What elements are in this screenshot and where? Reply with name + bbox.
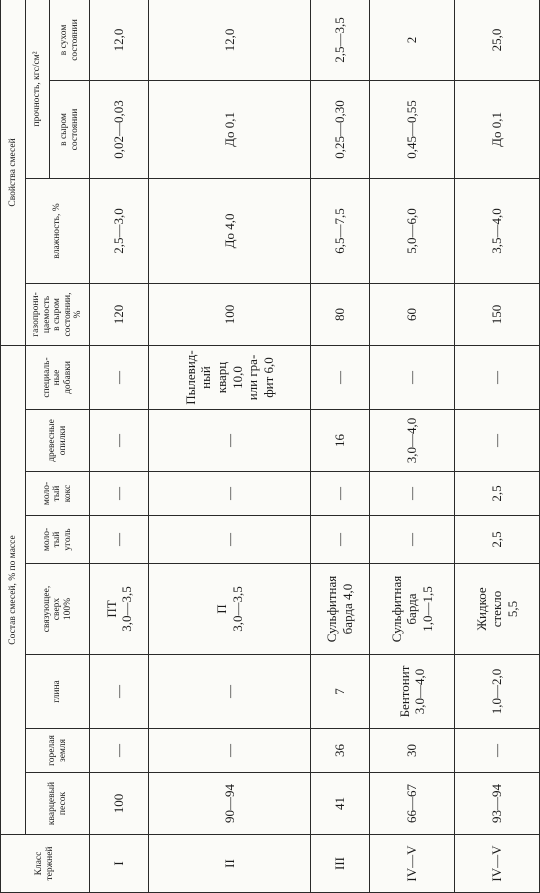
cell-moisture: До 4,0 — [149, 178, 311, 283]
table-header — [1, 0, 90, 893]
cell-gas-permeability: 100 — [149, 283, 311, 345]
header-strength-group: прочность, кгс/см² — [26, 0, 50, 178]
cell-ground-coal: — — [90, 516, 149, 564]
cell-quartz-sand: 93—94 — [455, 773, 540, 835]
cell-ground-coke: — — [90, 472, 149, 516]
cell-clay: — — [90, 655, 149, 729]
header-class: Класс тержней — [1, 835, 90, 893]
cell-strength-wet: 0,25—0,30 — [310, 80, 369, 178]
cell-strength-dry: 12,0 — [90, 0, 149, 80]
header-composition-group: Состав смесей, % по массе — [1, 345, 26, 834]
cell-moisture: 6,5—7,5 — [310, 178, 369, 283]
cell-gas-permeability: 60 — [370, 283, 455, 345]
cell-ground-coal: 2,5 — [455, 516, 540, 564]
cell-ground-coke: — — [149, 472, 311, 516]
header-sawdust: древесные опилки — [26, 410, 90, 472]
cell-binder: Жидкое стекло 5,5 — [455, 564, 540, 655]
header-ground-coke: моло- тый кокс — [26, 472, 90, 516]
cell-strength-wet: До 0,1 — [149, 80, 311, 178]
cell-ground-coke: — — [370, 472, 455, 516]
cell-ground-coke: 2,5 — [455, 472, 540, 516]
cell-special-additives: Пылевид- ный кварц 10,0 или гра- фит 6,0 — [149, 345, 311, 409]
header-gas-permeability: газопрони- цаемость в сыром состоянии, % — [26, 283, 90, 345]
header-properties-group: Свойства смесей — [1, 0, 26, 345]
cell-clay: — — [149, 655, 311, 729]
table-row — [310, 0, 369, 893]
cell-strength-dry: 2 — [370, 0, 455, 80]
cell-special-additives: — — [310, 345, 369, 409]
header-special-additives: специаль- ные добавки — [26, 345, 90, 409]
cell-clay: Бентонит 3,0—4,0 — [370, 655, 455, 729]
cell-burnt-earth: 30 — [370, 729, 455, 773]
header-strength-wet: в сыром состоянии — [50, 80, 90, 178]
cell-sawdust: — — [149, 410, 311, 472]
cell-class: II — [149, 835, 311, 893]
cell-binder: П 3,0—3,5 — [149, 564, 311, 655]
cell-burnt-earth: — — [455, 729, 540, 773]
table-row — [370, 0, 455, 893]
cell-ground-coal: — — [370, 516, 455, 564]
cell-strength-dry: 12,0 — [149, 0, 311, 80]
cell-gas-permeability: 150 — [455, 283, 540, 345]
cell-special-additives: — — [90, 345, 149, 409]
cell-moisture: 5,0—6,0 — [370, 178, 455, 283]
header-burnt-earth: горелая земля — [26, 729, 90, 773]
cell-sawdust: 3,0—4,0 — [370, 410, 455, 472]
cell-binder: ПТ 3,0—3,5 — [90, 564, 149, 655]
cell-gas-permeability: 80 — [310, 283, 369, 345]
cell-quartz-sand: 100 — [90, 773, 149, 835]
cell-burnt-earth: — — [149, 729, 311, 773]
cell-gas-permeability: 120 — [90, 283, 149, 345]
header-binder: связующее, сверх 100% — [26, 564, 90, 655]
cell-clay: 1,0—2,0 — [455, 655, 540, 729]
cell-ground-coal: — — [310, 516, 369, 564]
cell-special-additives: — — [455, 345, 540, 409]
cell-strength-wet: 0,45—0,55 — [370, 80, 455, 178]
cell-strength-wet: До 0,1 — [455, 80, 540, 178]
cell-moisture: 3,5—4,0 — [455, 178, 540, 283]
cell-ground-coke: — — [310, 472, 369, 516]
cell-quartz-sand: 66—67 — [370, 773, 455, 835]
table-body — [90, 0, 540, 893]
table-row — [455, 0, 540, 893]
cell-clay: 7 — [310, 655, 369, 729]
cell-quartz-sand: 41 — [310, 773, 369, 835]
cell-special-additives: — — [370, 345, 455, 409]
cell-burnt-earth: 36 — [310, 729, 369, 773]
cell-quartz-sand: 90—94 — [149, 773, 311, 835]
cell-class: IV—V — [370, 835, 455, 893]
header-clay: глина — [26, 655, 90, 729]
table-row — [149, 0, 311, 893]
cell-ground-coal: — — [149, 516, 311, 564]
cell-binder: Сульфитная барда 4,0 — [310, 564, 369, 655]
cell-strength-dry: 2,5—3,5 — [310, 0, 369, 80]
header-ground-coal: моло- тый уголь — [26, 516, 90, 564]
table-row — [90, 0, 149, 893]
cell-sawdust: 16 — [310, 410, 369, 472]
cell-binder: Сульфитная барда 1,0—1,5 — [370, 564, 455, 655]
cell-class: I — [90, 835, 149, 893]
header-strength-dry: в сухом состоянии — [50, 0, 90, 80]
cell-strength-dry: 25,0 — [455, 0, 540, 80]
header-moisture: влажность, % — [26, 178, 90, 283]
cell-class: III — [310, 835, 369, 893]
header-quartz-sand: кварцевый песок — [26, 773, 90, 835]
cell-strength-wet: 0,02—0,03 — [90, 80, 149, 178]
cell-moisture: 2,5—3,0 — [90, 178, 149, 283]
cell-class: IV—V — [455, 835, 540, 893]
cell-burnt-earth: — — [90, 729, 149, 773]
cell-sawdust: — — [455, 410, 540, 472]
cell-sawdust: — — [90, 410, 149, 472]
